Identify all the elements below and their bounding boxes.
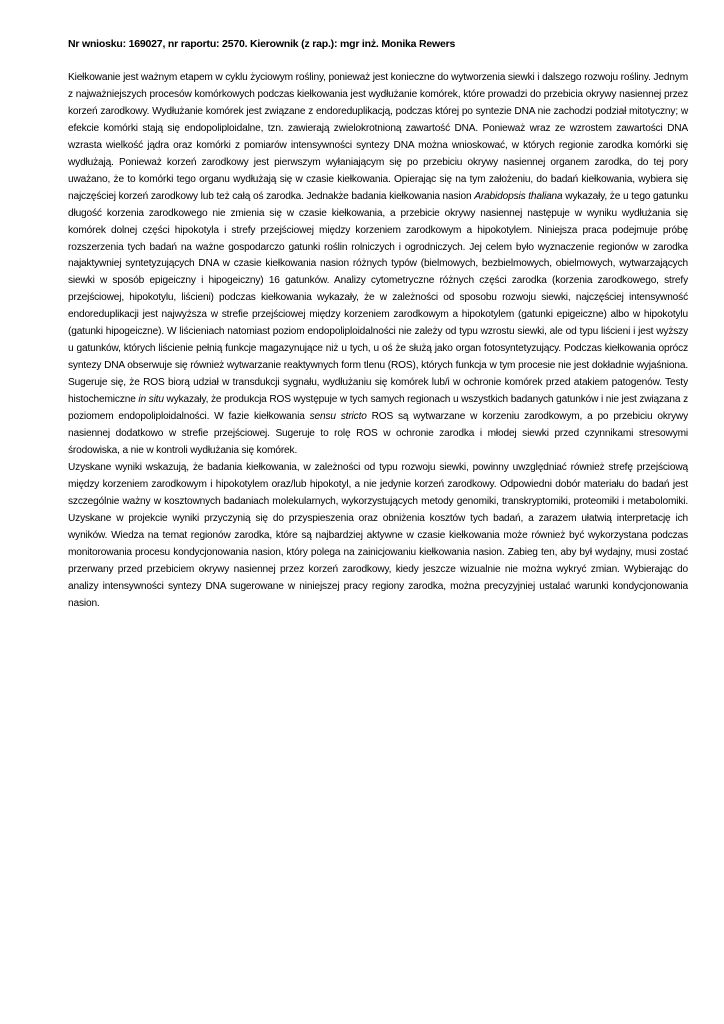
text-segment: Kiełkowanie jest ważnym etapem w cyklu życiowym rośliny, ponieważ jest konieczne do wytworzenia siewki i dalszego rozwoju rośliny. Jednym z najważniejszych procesów komórkowych podczas kiełkowania jest wydłużanie komórek, które prowadzi do przebicia okrywy nasiennej przez korzeń zarodkowy. Wydłużanie komórek jest związane z endoreduplikacją, podczas której po syntezie DNA nie zachodzi podział mitotyczny; w efekcie komórki stają się endopoliploidalne, tzn. zawierają zwielokrotnioną zawartość DNA. Ponieważ wraz ze wzrostem zawartości DNA wzrasta wielkość jądra oraz komórki z pomiarów intensywności syntezy DNA można wnioskować, w których regionie zarodka komórki się wydłużają. Ponieważ korzeń zarodkowy jest pierwszym wyłaniającym się po przebiciu okrywy nasiennej organem zarodka, do tej pory uważano, że to komórki tego organu wydłużają się w czasie kiełkowania. Opierając się na tym założeniu, do badań kiełkowania, wybiera się najczęściej korzeń zarodkowy lub też całą oś zarodka. Jednakże badania kiełkowania nasion bbox=[68, 72, 688, 202]
species-name-italic: Arabidopsis thaliana bbox=[474, 190, 563, 202]
text-segment: wykazały, że u tego gatunku długość korzenia zarodkowego nie zmienia się w czasie kiełkowania, a przebicie okrywy nasiennej następuje w wyniku wydłużania się komórek dolnej części hipokotyla i strefy przejściowej między korzeniem zarodkowym a hipokotylem. Niniejsza praca podejmuje próbę rozszerzenia tych badań na ważne gospodarczo gatunki roślin rolniczych i ogrodniczych. Jej celem było wyznaczenie regionów w zarodka najaktywniej syntetyzujących DNA w czasie kiełkowania nasion różnych typów (bielmowych, bezbielmowych, obielmowych, wytwarzających siewki w sposób epigeiczny i hipogeiczny) 16 gatunków. Analizy cytometryczne różnych części zarodka (korzenia zarodkowego, strefy przejściowej, hipokotylu, liścieni) podczas kiełkowania wykazały, że w zależności od sposobu rozwoju siewki, najczęściej intensywność endoreduplikacji jest najwyższa w strefie przejściowej między korzeniem zarodkowym a hipokotylem (gatunki epigeiczne) albo w hipokotylu (gatunki hipogeiczne). W liścieniach natomiast poziom endopoliploidalności nie zależy od typu wzrostu siewki, ale od typu liścieni i jest wyższy u gatunków, których liścienie pełnią funkcje magazynujące niż u tych, u oś że służą jako organ fotosyntetyzujący. Podczas kiełkowania oprócz syntezy DNA obserwuje się również wytwarzanie reaktywnych form tlenu (ROS), których funkcja w tym procesie nie jest dokładnie wyjaśniona. Sugeruje się, że ROS biorą udział w transdukcji sygnału, wydłużaniu się komórek lub/i w ochronie komórek przed atakiem patogenów. Testy histochemiczne bbox=[68, 190, 689, 406]
latin-term-italic: sensu stricto bbox=[309, 411, 367, 423]
text-segment: wykazały, że produkcja ROS występuje w tych samych regionach u wszystkich badanych gatunków i nie jest związana z poziomem endopoliploidalności. W fazie kiełkowania bbox=[68, 394, 688, 423]
abstract-paragraph-2: Uzyskane wyniki wskazują, że badania kiełkowania, w zależności od typu rozwoju siewki, powinny uwzględniać również strefę przejściową między korzeniem zarodkowym i hipokotylem oraz/lub hipokotyl, a nie jedynie korzeń zarodkowy. Odpowiedni dobór materiału do badań jest szczególnie ważny w kosztownych badaniach molekularnych, wykorzystujących metody genomiki, transkryptomiki, proteomiki i metabolomiki. Uzyskane w projekcie wyniki przyczynią się do przyspieszenia oraz obniżenia kosztów tych badań, a zarazem ułatwią interpretację ich wyników. Wiedza na temat regionów zarodka, które są najbardziej aktywne w czasie kiełkowania może również być wykorzystana podczas monitorowania procesu kondycjonowania nasion, który polega na zainicjowaniu kiełkowania nasion. Zabieg ten, aby był wydajny, musi zostać przerwany przed przebiciem okrywy nasiennej przez korzeń zarodkowy, kiedy jeszcze wizualnie nie można wykryć zmian. Wybierając do analizy intensywności syntezy DNA sugerowane w niniejszej pracy regiony zarodka, można precyzyjniej ustalać warunki kondycjonowania nasion. bbox=[68, 461, 688, 609]
abstract-paragraph-1 bbox=[68, 70, 688, 460]
latin-term-italic: in situ bbox=[138, 394, 164, 406]
report-header: Nr wniosku: 169027, nr raportu: 2570. Kierownik (z rap.): mgr inż. Monika Rewers bbox=[68, 38, 456, 50]
abstract-body bbox=[68, 70, 688, 613]
text-segment: ROS są wytwarzane w korzeniu zarodkowym, a po przebiciu okrywy nasiennej dodatkowo w strefie przejściowej. Sugeruje to rolę ROS w ochronie zarodka i młodej siewki przed czynnikami stresowymi środowiska, a nie w kontroli wydłużania się komórek. bbox=[68, 411, 688, 456]
